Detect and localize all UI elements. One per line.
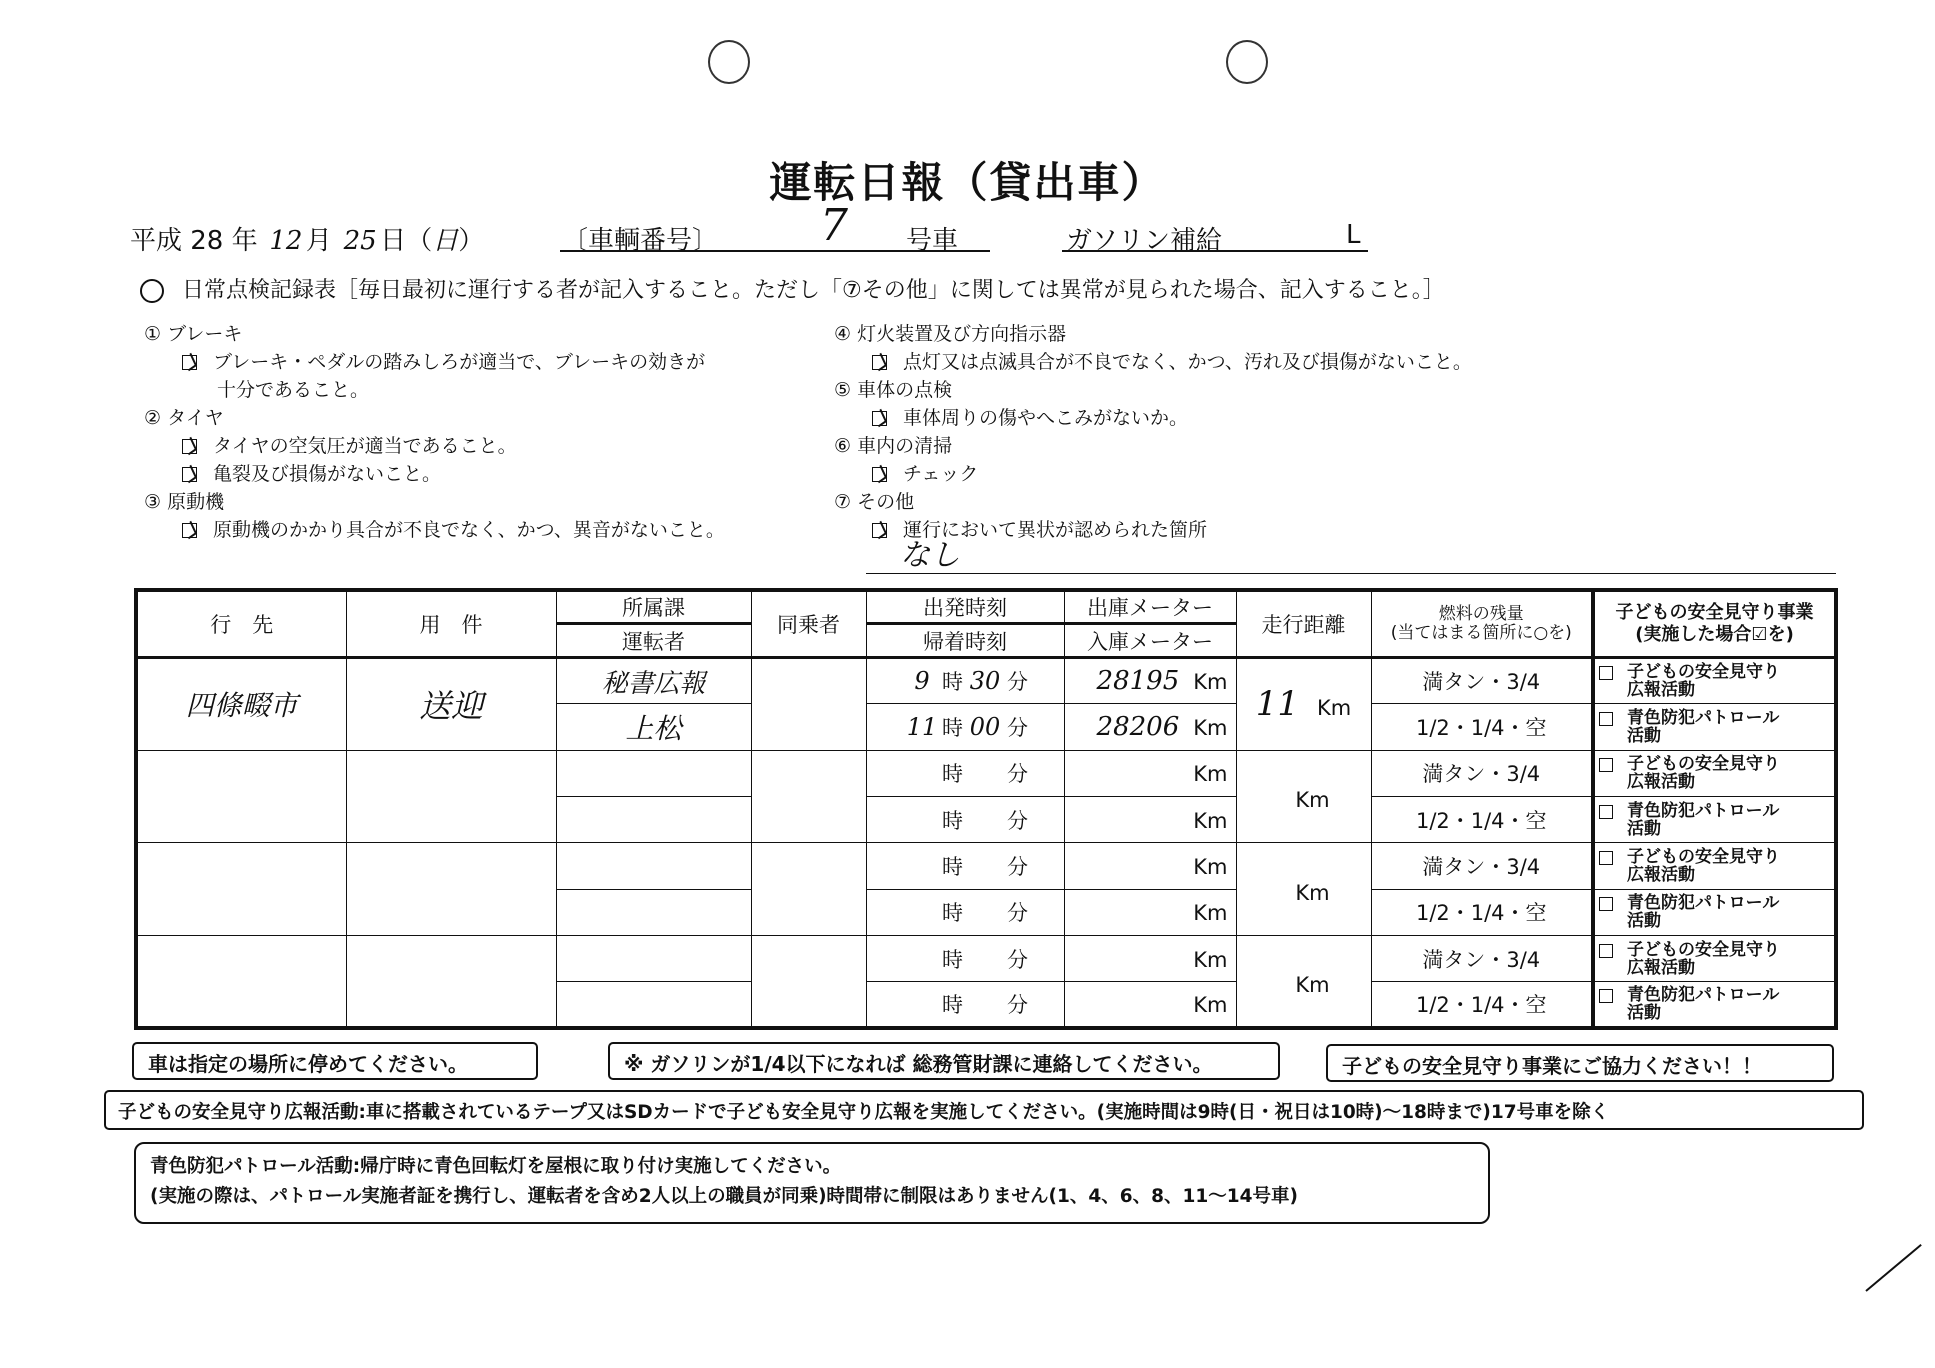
cell-fuel-bottom[interactable]: 1/2・1/4・空 (1371, 704, 1593, 750)
cell-return-time[interactable] (866, 889, 1064, 935)
cell-depart-time[interactable] (866, 843, 1064, 889)
cell-dept[interactable] (556, 843, 751, 889)
cell-in-meter[interactable] (1064, 796, 1236, 842)
cell-out-meter[interactable] (1064, 658, 1236, 704)
minute-unit: 分 (1007, 901, 1028, 926)
minute-unit: 分 (1007, 993, 1028, 1018)
cell-destination[interactable]: 四條畷市 (136, 658, 346, 751)
cell-fuel-bottom[interactable]: 1/2・1/4・空 (1371, 982, 1593, 1028)
table-row (136, 935, 1836, 981)
cell-safety-patrol[interactable]: 青色防犯パトロール 活動 (1593, 982, 1836, 1028)
hour-unit: 時 (942, 993, 963, 1018)
cell-safety-patrol[interactable]: 青色防犯パトロール 活動 (1593, 704, 1836, 750)
km-unit: Km (1317, 696, 1352, 721)
cell-distance[interactable] (1236, 750, 1371, 843)
note-parking: 車は指定の場所に停めてください。 (132, 1042, 538, 1080)
cell-passenger[interactable] (751, 935, 866, 1028)
cell-in-meter[interactable] (1064, 704, 1236, 750)
cell-dept[interactable] (556, 935, 751, 981)
check-item[interactable]: 運行において異状が認められた箇所 (834, 516, 1734, 544)
km-unit: Km (1193, 854, 1228, 879)
checkbox-icon[interactable] (872, 411, 887, 426)
minute-unit: 分 (1007, 670, 1028, 695)
header-dept: 所属課 (556, 590, 751, 624)
cell-safety-patrol[interactable]: 青色防犯パトロール 活動 (1593, 889, 1836, 935)
cell-driver[interactable] (556, 889, 751, 935)
km-unit: Km (1295, 972, 1330, 997)
km-unit: Km (1193, 901, 1228, 926)
gas-unit: L (1346, 220, 1361, 250)
other-note-line (866, 573, 1836, 574)
checkbox-icon[interactable] (182, 467, 197, 482)
cell-out-meter[interactable] (1064, 750, 1236, 796)
checkbox-icon[interactable] (1599, 666, 1613, 680)
hour-unit: 時 (942, 808, 963, 833)
cell-fuel-top[interactable]: 満タン・3/4 (1371, 843, 1593, 889)
cell-passenger[interactable] (751, 658, 866, 751)
cell-dept[interactable]: 秘書広報 (556, 658, 751, 704)
punch-hole-right (1226, 40, 1268, 84)
minute-unit: 分 (1007, 854, 1028, 879)
km-unit: Km (1193, 715, 1228, 740)
hour-unit: 時 (942, 901, 963, 926)
daily-check-intro: 日常点検記録表［毎日最初に運行する者が記入すること。ただし「⑦その他」に関しては異常が見られた場合、記入すること。］ (140, 273, 1445, 304)
corner-mark (1865, 1244, 1921, 1292)
cell-fuel-bottom[interactable]: 1/2・1/4・空 (1371, 796, 1593, 842)
checkbox-icon[interactable] (1599, 758, 1613, 772)
checkbox-icon[interactable] (1599, 944, 1613, 958)
cell-depart-time[interactable] (866, 658, 1064, 704)
check-item[interactable]: 亀裂及び損傷がないこと。 (144, 460, 824, 488)
checkbox-icon[interactable] (872, 355, 887, 370)
checkbox-icon[interactable] (1599, 897, 1613, 911)
check-item-cont: 十分であること。 (217, 379, 370, 401)
cell-fuel-top[interactable]: 満タン・3/4 (1371, 750, 1593, 796)
cell-safety-broadcast[interactable]: 子どもの安全見守り 広報活動 (1593, 750, 1836, 796)
cell-depart-time[interactable] (866, 935, 1064, 981)
vehicle-suffix: 号車 (906, 226, 959, 256)
km-unit: Km (1295, 881, 1330, 906)
cell-dept[interactable] (556, 750, 751, 796)
gas-label: ガソリン補給 (1066, 226, 1223, 256)
minute-unit: 分 (1007, 808, 1028, 833)
gas-field (1062, 250, 1368, 252)
cell-purpose[interactable]: 送迎 (346, 658, 556, 751)
cell-passenger[interactable] (751, 843, 866, 936)
month-value: 12 (269, 226, 303, 256)
minute-unit: 分 (1007, 762, 1028, 787)
minute-unit: 分 (1007, 947, 1028, 972)
cell-fuel-top[interactable]: 満タン・3/4 (1371, 658, 1593, 704)
header-purpose: 用 件 (346, 590, 556, 658)
header-out-meter: 出庫メーター (1064, 590, 1236, 624)
hour-unit: 時 (942, 670, 963, 695)
checkbox-icon[interactable] (182, 439, 197, 454)
cell-return-time[interactable] (866, 796, 1064, 842)
check-item[interactable]: 車体周りの傷やへこみがないか。 (834, 404, 1734, 432)
day-value: 25 (343, 226, 377, 256)
header-in-meter: 入庫メーター (1064, 624, 1236, 658)
header-return: 帰着時刻 (866, 624, 1064, 658)
cell-depart-time[interactable] (866, 750, 1064, 796)
cell-return-time[interactable] (866, 982, 1064, 1028)
hour-unit: 時 (942, 715, 963, 740)
hour-unit: 時 (942, 947, 963, 972)
other-note: なし (900, 538, 960, 573)
vehicle-number: 7 (820, 200, 848, 251)
cell-driver[interactable]: 上松 (556, 704, 751, 750)
punch-hole-left (708, 40, 750, 84)
note-gas: ※ ガソリンが1/4以下になれば 総務管財課に連絡してください。 (608, 1042, 1280, 1080)
day-unit: 日 (380, 226, 407, 256)
header-depart: 出発時刻 (866, 590, 1064, 624)
cell-driver[interactable] (556, 796, 751, 842)
cell-driver[interactable] (556, 982, 751, 1028)
header-distance: 走行距離 (1236, 590, 1371, 658)
cell-destination[interactable] (136, 935, 346, 1028)
era-year: 平成 28 年 (130, 226, 258, 256)
check-list-right (834, 320, 1734, 544)
checkbox-icon[interactable] (1599, 989, 1613, 1003)
km-unit: Km (1193, 762, 1228, 787)
cell-return-time[interactable] (866, 704, 1064, 750)
check-heading: ② タイヤ (144, 407, 224, 429)
cell-out-meter[interactable] (1064, 935, 1236, 981)
cell-safety-patrol[interactable]: 青色防犯パトロール 活動 (1593, 796, 1836, 842)
checkbox-icon[interactable] (182, 523, 197, 538)
hour-unit: 時 (942, 854, 963, 879)
table-row (136, 843, 1836, 889)
cell-purpose[interactable] (346, 750, 556, 843)
return-minute: 00 (969, 712, 1001, 741)
cell-fuel-top[interactable]: 満タン・3/4 (1371, 935, 1593, 981)
check-heading: ① ブレーキ (144, 323, 243, 345)
check-heading: ④ 灯火装置及び方向指示器 (834, 323, 1067, 345)
date-line: 平成 28 年 12 月 25 日（日） (130, 226, 485, 256)
cell-distance[interactable] (1236, 843, 1371, 936)
check-heading: ⑥ 車内の清掃 (834, 435, 953, 457)
in-km: 28206 (1096, 711, 1180, 742)
out-km: 28195 (1096, 666, 1180, 697)
header-passenger: 同乗者 (751, 590, 866, 658)
cell-safety-broadcast[interactable]: 子どもの安全見守り 広報活動 (1593, 658, 1836, 704)
weekday-value: 日 (432, 226, 459, 256)
return-hour: 11 (906, 712, 938, 741)
distance-value: 11 (1255, 684, 1300, 725)
km-unit: Km (1193, 808, 1228, 833)
check-heading: ③ 原動機 (144, 491, 225, 513)
depart-minute: 30 (969, 667, 1001, 696)
checkbox-icon[interactable] (1599, 712, 1613, 726)
checkbox-icon[interactable] (872, 467, 887, 482)
hour-unit: 時 (942, 762, 963, 787)
minute-unit: 分 (1007, 715, 1028, 740)
header-destination: 行 先 (136, 590, 346, 658)
check-heading: ⑦ その他 (834, 491, 915, 513)
note-safety-broadcast: 子どもの安全見守り広報活動:車に搭載されているテープ又はSDカードで子ども安全見守り広報を実施してください。(実施時間は9時(日・祝日は10時)～18時まで)17号車を除く (104, 1090, 1864, 1130)
km-unit: Km (1193, 670, 1228, 695)
check-item[interactable]: チェック (834, 460, 1734, 488)
cell-purpose[interactable] (346, 843, 556, 936)
km-unit: Km (1295, 788, 1330, 813)
checkbox-icon[interactable] (872, 523, 887, 538)
km-unit: Km (1193, 993, 1228, 1018)
depart-hour: 9 (914, 667, 930, 696)
check-item[interactable]: 点灯又は点滅具合が不良でなく、かつ、汚れ及び損傷がないこと。 (834, 348, 1734, 376)
vehicle-label: 〔車輌番号〕 (562, 226, 719, 256)
cell-fuel-bottom[interactable]: 1/2・1/4・空 (1371, 889, 1593, 935)
header-driver: 運転者 (556, 624, 751, 658)
cell-in-meter[interactable] (1064, 889, 1236, 935)
header-fuel: 燃料の残量 (当てはまる箇所に○を) (1371, 590, 1593, 658)
check-item[interactable]: ブレーキ・ペダルの踏みしろが適当で、ブレーキの効きが (144, 348, 824, 376)
header-safety: 子どもの安全見守り事業 (実施した場合☑を) (1593, 590, 1836, 658)
cell-purpose[interactable] (346, 935, 556, 1028)
note-cooperation: 子どもの安全見守り事業にご協力ください！！ (1326, 1044, 1834, 1082)
cell-distance[interactable] (1236, 658, 1371, 751)
check-item[interactable]: タイヤの空気圧が適当であること。 (144, 432, 824, 460)
km-unit: Km (1193, 947, 1228, 972)
checkbox-icon[interactable] (182, 355, 197, 370)
cell-destination[interactable] (136, 843, 346, 936)
month-unit: 月 (305, 226, 332, 256)
log-table (134, 588, 1838, 1030)
table-row (136, 750, 1836, 796)
check-item[interactable]: 原動機のかかり具合が不良でなく、かつ、異音がないこと。 (144, 516, 824, 544)
cell-distance[interactable] (1236, 935, 1371, 1028)
table-row (136, 658, 1836, 704)
cell-passenger[interactable] (751, 750, 866, 843)
page-title: 運転日報（貸出車） (769, 158, 1166, 207)
cell-out-meter[interactable] (1064, 843, 1236, 889)
cell-safety-broadcast[interactable]: 子どもの安全見守り 広報活動 (1593, 843, 1836, 889)
check-list-left (144, 320, 824, 544)
cell-destination[interactable] (136, 750, 346, 843)
checkbox-icon[interactable] (1599, 805, 1613, 819)
circle-icon (140, 279, 164, 303)
note-patrol: 青色防犯パトロール活動:帰庁時に青色回転灯を屋根に取り付け実施してください。 (実施の際は、パトロール実施者証を携行し、運転者を含め2人以上の職員が同乗)時間帯に制限はありません(1、4、6、8、11～14号車) (134, 1142, 1490, 1224)
cell-in-meter[interactable] (1064, 982, 1236, 1028)
checkbox-icon[interactable] (1599, 851, 1613, 865)
cell-safety-broadcast[interactable]: 子どもの安全見守り 広報活動 (1593, 935, 1836, 981)
check-heading: ⑤ 車体の点検 (834, 379, 953, 401)
